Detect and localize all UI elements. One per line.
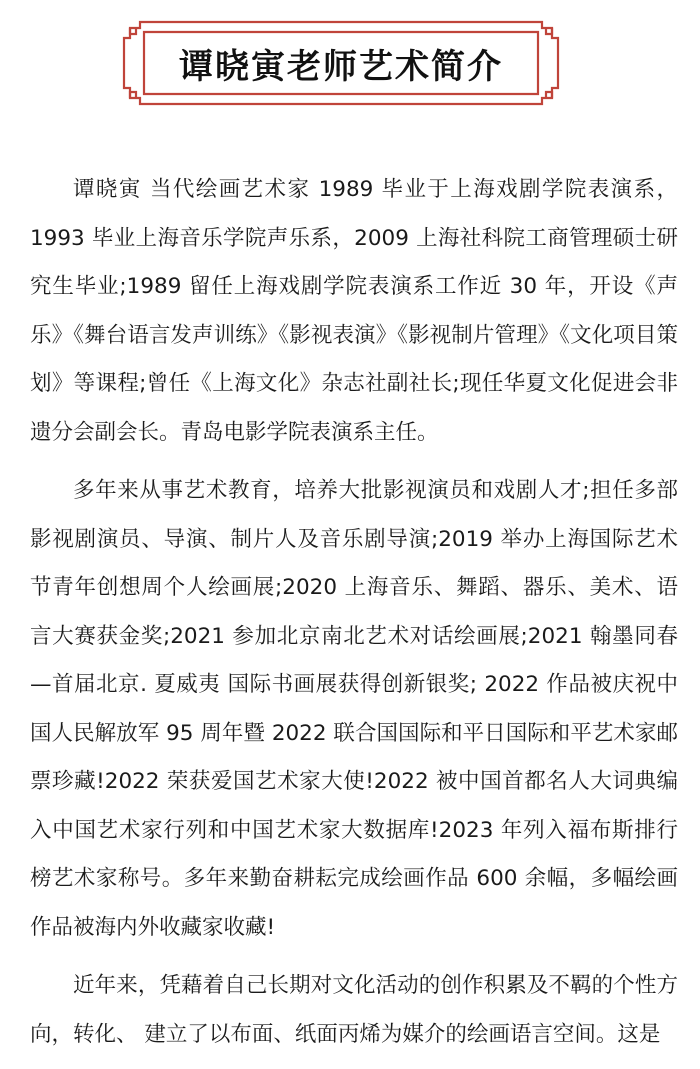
paragraph-2: 多年来从事艺术教育，培养大批影视演员和戏剧人才;担任多部影视剧演员、导演、制片人及音乐剧导演;2019 举办上海国际艺术节青年创想周个人绘画展;2020 上海音乐、舞蹈、器乐、美术、语言大赛获金奖;2021 参加北京南北艺术对话绘画展;2021 翰墨同春—首届北京. 夏威夷 国际书画展获得创新银奖; 2022 作品被庆祝中国人民解放军 95 周年暨 2022 联合国国际和平日国际和平艺术家邮票珍藏!2022 荣获爱国艺术家大使!2022 被中国首都名人大词典编入中国艺术家行列和中国艺术家大数据库!2023 年列入福布斯排行榜艺术家称号。多年来勤奋耕耘完成绘画作品 600 余幅，多幅绘画作品被海内外收藏家收藏!	[30, 478, 678, 940]
page-title: 谭晓寅老师艺术简介	[179, 46, 503, 87]
paragraph-1: 谭晓寅 当代绘画艺术家 1989 毕业于上海戏剧学院表演系，1993 毕业上海音乐学院声乐系，2009 上海社科院工商管理硕士研究生毕业;1989 留任上海戏剧学院表演系工作近 30 年，开设《声乐》《舞台语言发声训练》《影视表演》《影视制片管理》《文化项目策划》等课程;曾任《上海文化》杂志社副社长;现任华夏文化促进会非遗分会副会长。青岛电影学院表演系主任。	[30, 177, 678, 445]
title-frame	[122, 20, 560, 106]
paragraph-3: 近年来，凭藉着自己长期对文化活动的创作积累及不羁的个性方向，转化、 建立了以布面、纸面丙烯为媒介的绘画语言空间。这是	[30, 973, 678, 1047]
article-body	[30, 166, 678, 1069]
